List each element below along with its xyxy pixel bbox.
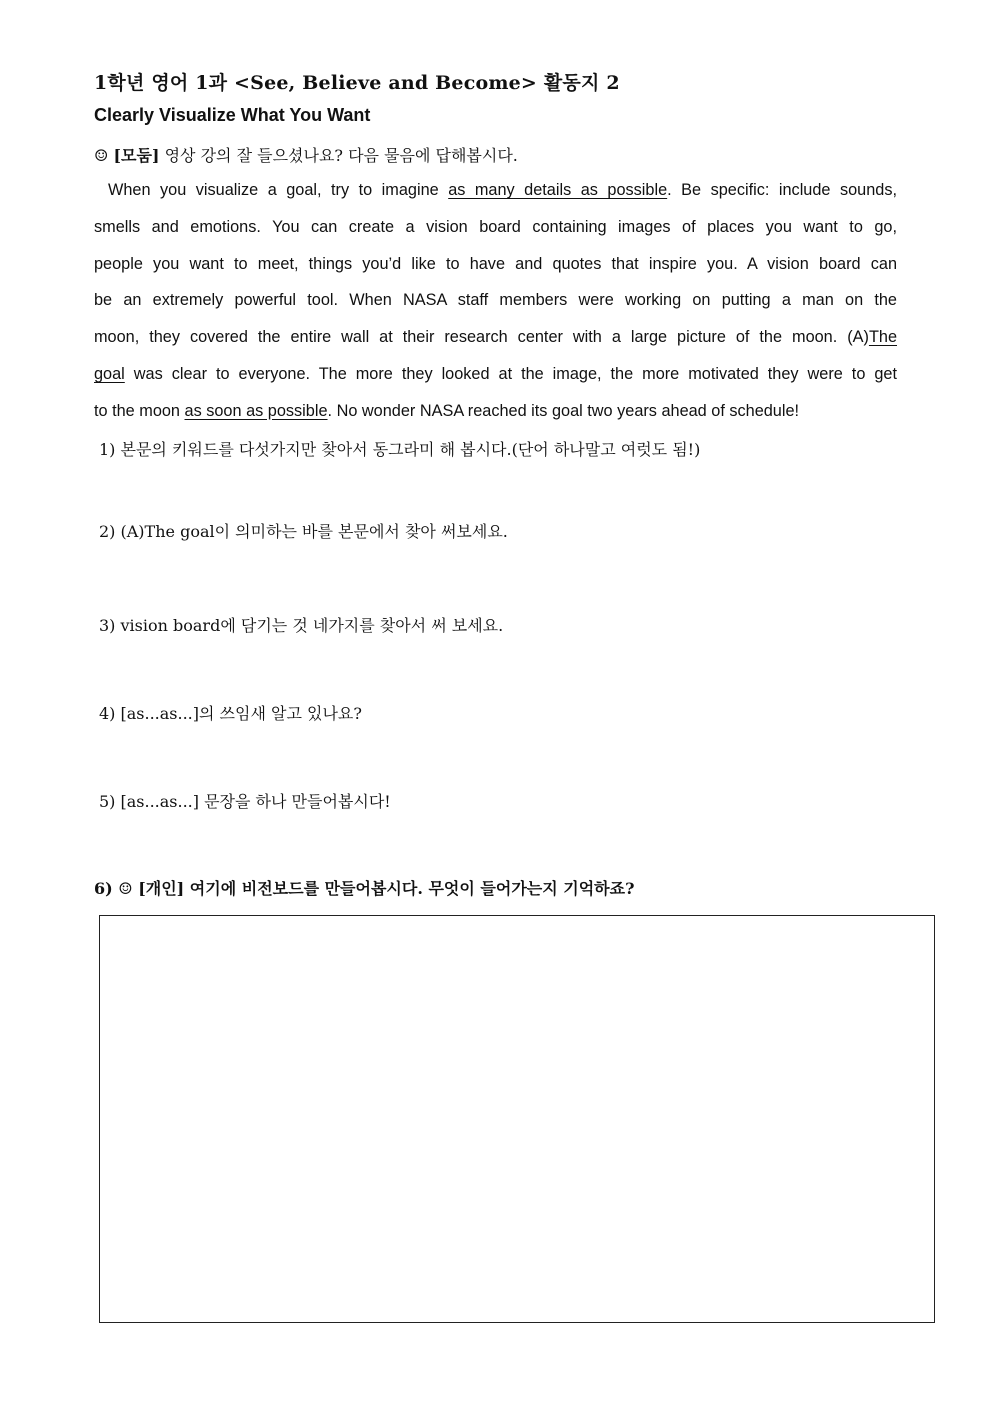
passage-line-5	[94, 319, 897, 356]
passage-line-4: be an extremely powerful tool. When NASA staff members were working on putting a man on the	[94, 291, 897, 310]
group-tag: [모둠]	[113, 146, 160, 165]
underlined-phrase: as soon as possible	[184, 401, 328, 420]
passage-text: to the moon	[94, 401, 185, 420]
underlined-phrase: goal	[94, 364, 125, 383]
passage-line-2: smells and emotions. You can create a vision board containing images of places you want to go,	[94, 217, 897, 236]
passage-text: . Be specific: include sounds,	[667, 181, 897, 199]
passage-line-3: people you want to meet, things you’d like to have and quotes that inspire you. A vision board can	[94, 254, 897, 273]
question-4: 4) [as...as...]의 쓰임새 알고 있나요?	[99, 704, 362, 723]
passage-text: was clear to everyone. The more they looked at the image, the more motivated they were to get	[124, 364, 897, 383]
passage-text: When you visualize a goal, try to imagine	[108, 181, 449, 199]
worksheet-title: 1학년 영어 1과 <See, Believe and Become> 활동지 2	[94, 72, 620, 94]
passage-text: moon, they covered the entire wall at their research center with a large picture of the moon. (A)	[94, 328, 869, 347]
passage-line-1	[94, 172, 897, 209]
smiley-icon: ☺	[94, 146, 109, 165]
question-1: 1) 본문의 키워드를 다섯가지만 찾아서 동그라미 해 봅시다.(단어 하나말고 여럿도 됨!)	[99, 440, 701, 459]
underlined-phrase: The	[868, 328, 897, 347]
group-instruction	[94, 143, 518, 166]
question-6-text: [개인] 여기에 비전보드를 만들어봅시다. 무엇이 들어가는지 기억하죠?	[138, 879, 635, 898]
passage-text: . No wonder NASA reached its goal two years ahead of schedule!	[327, 401, 800, 420]
question-5: 5) [as...as...] 문장을 하나 만들어봅시다!	[99, 792, 391, 811]
passage-line-6	[94, 356, 897, 393]
question-6	[94, 876, 634, 899]
underlined-phrase: as many details as possible	[448, 181, 668, 199]
passage-title: Clearly Visualize What You Want	[94, 105, 371, 125]
question-3: 3) vision board에 담기는 것 네가지를 찾아서 써 보세요.	[99, 616, 504, 635]
question-6-number: 6) ☺	[94, 879, 139, 898]
passage-line-7	[94, 393, 897, 430]
vision-board-box[interactable]	[99, 915, 935, 1323]
instruction-text: 영상 강의 잘 들으셨나요? 다음 물음에 답해봅시다.	[159, 146, 518, 165]
reading-passage	[94, 172, 897, 430]
question-2: 2) (A)The goal이 의미하는 바를 본문에서 찾아 써보세요.	[99, 522, 508, 541]
